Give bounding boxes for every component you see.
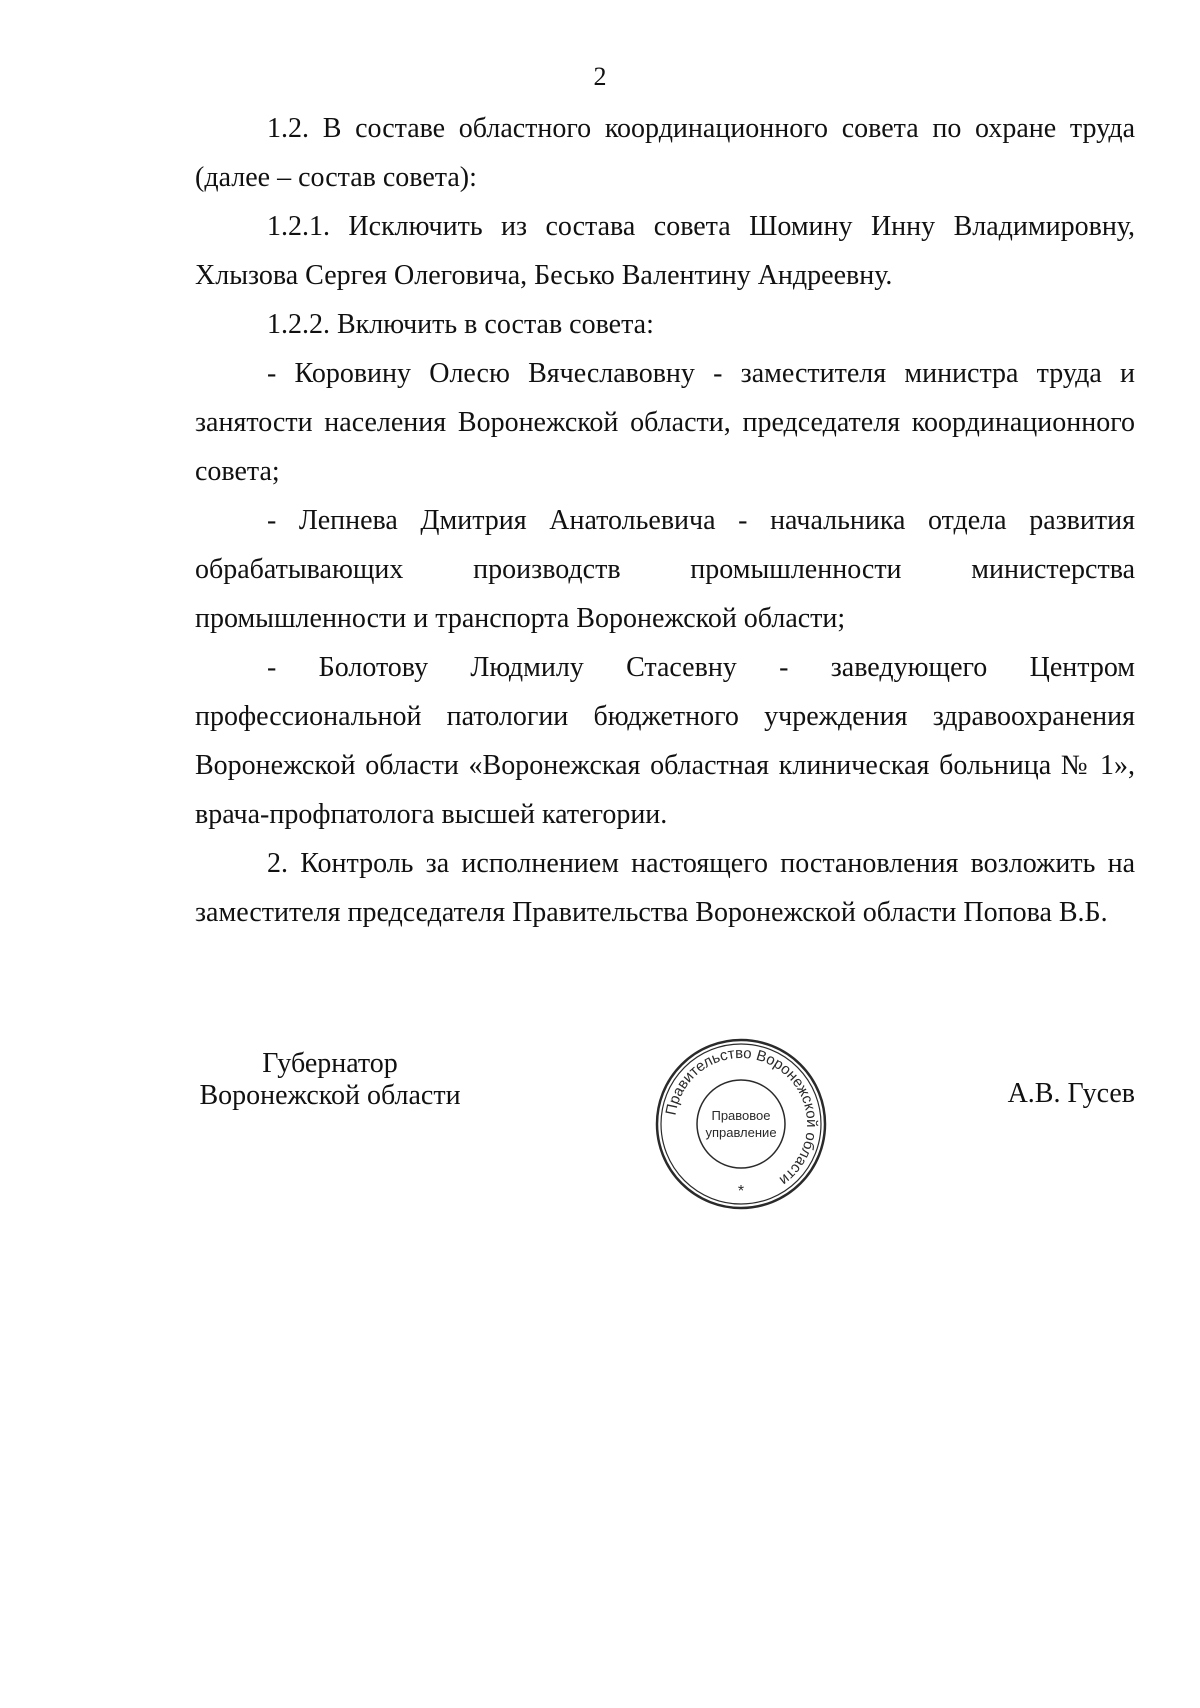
- official-stamp: [653, 1036, 829, 1212]
- document-body: [195, 104, 1135, 937]
- paragraph-1-2: 1.2. В составе областного координационного совета по охране труда (далее – состав совета):: [195, 113, 1135, 193]
- paragraph-2-control: 2. Контроль за исполнением настоящего постановления возложить на заместителя председателя Правительства Воронежской области Попова В.Б.: [195, 848, 1135, 928]
- signature-block: [195, 1040, 1135, 1200]
- stamp-inner-ring: [661, 1044, 821, 1204]
- member-lepnev: - Лепнева Дмитрия Анатольевича - начальника отдела развития обрабатывающих производств промышленности министерства промышленности и транспорта Воронежской области;: [195, 505, 1135, 634]
- stamp-inner-line2: управление: [705, 1125, 777, 1140]
- member-korovina: - Коровину Олесю Вячеславовну - заместителя министра труда и занятости населения Воронежской области, председателя координационного совета;: [195, 358, 1135, 487]
- member-bolotova: - Болотову Людмилу Стасевну - заведующего Центром профессиональной патологии бюджетного учреждения здравоохранения Воронежской области «Воронежская областная клиническая больница № 1», врача-профпатолога высшей категории.: [195, 652, 1135, 830]
- signatory-title-line1: Губернатор: [262, 1048, 398, 1079]
- paragraph-1-2-2: 1.2.2. Включить в состав совета:: [267, 309, 654, 340]
- stamp-star: *: [737, 1183, 745, 1200]
- signatory-title-line2: Воронежской области: [199, 1080, 461, 1111]
- stamp-inner-line1: Правовое: [711, 1108, 771, 1123]
- paragraph-1-2-1: 1.2.1. Исключить из состава совета Шомину Инну Владимировну, Хлызова Сергея Олеговича, Бесько Валентину Андреевну.: [195, 211, 1135, 291]
- stamp-center-ring: [697, 1080, 785, 1168]
- page-number: 2: [593, 62, 607, 91]
- signatory-name: А.В. Гусев: [1007, 1078, 1135, 1109]
- signatory-title: [195, 1048, 465, 1112]
- stamp-outer-textpath: Правительство Воронежской области: [662, 1044, 821, 1189]
